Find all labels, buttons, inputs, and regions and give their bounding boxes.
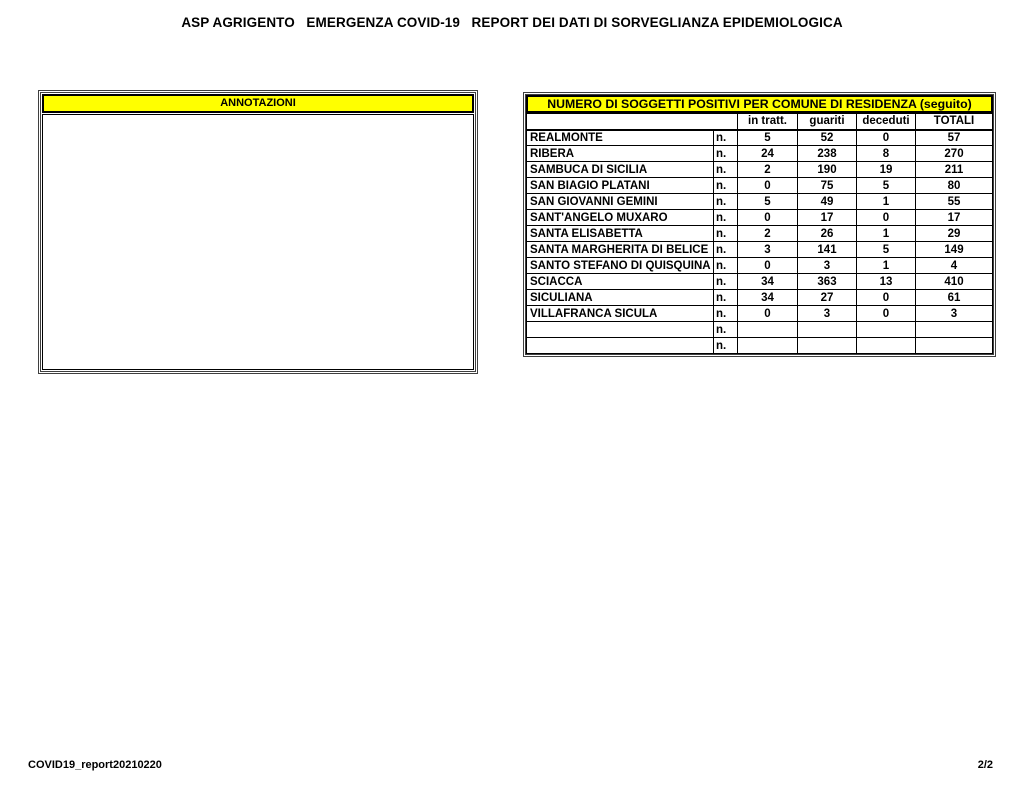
totali-cell <box>916 338 993 354</box>
table-row <box>527 178 993 194</box>
totali-cell: 211 <box>916 162 993 178</box>
unit-cell: n. <box>714 290 738 306</box>
unit-cell: n. <box>714 178 738 194</box>
unit-cell: n. <box>714 130 738 146</box>
deceduti-cell: 1 <box>857 194 916 210</box>
unit-cell: n. <box>714 322 738 338</box>
comune-cell: SAMBUCA DI SICILIA <box>527 162 714 178</box>
guariti-cell: 3 <box>798 258 857 274</box>
table-row <box>527 226 993 242</box>
table-row <box>527 194 993 210</box>
unit-cell: n. <box>714 226 738 242</box>
in-tratt-cell: 34 <box>738 290 798 306</box>
guariti-cell: 75 <box>798 178 857 194</box>
comune-cell: SANTA MARGHERITA DI BELICE <box>527 242 714 258</box>
comune-cell: SANTO STEFANO DI QUISQUINA <box>527 258 714 274</box>
positives-by-comune-table <box>523 92 996 357</box>
table-row <box>527 290 993 306</box>
table-row <box>527 162 993 178</box>
annotations-header: ANNOTAZIONI <box>42 94 474 113</box>
annotations-content-area <box>42 114 474 370</box>
header-in-tratt: in tratt. <box>738 114 798 130</box>
unit-cell: n. <box>714 306 738 322</box>
guariti-cell: 17 <box>798 210 857 226</box>
guariti-cell: 26 <box>798 226 857 242</box>
deceduti-cell: 5 <box>857 242 916 258</box>
unit-cell: n. <box>714 274 738 290</box>
deceduti-cell: 0 <box>857 210 916 226</box>
comune-cell: SICULIANA <box>527 290 714 306</box>
page-number: 2/2 <box>977 759 993 771</box>
page-title: ASP AGRIGENTO EMERGENZA COVID-19 REPORT DEI DATI DI SORVEGLIANZA EPIDEMIOLOGICA <box>181 15 843 30</box>
deceduti-cell: 19 <box>857 162 916 178</box>
deceduti-cell: 0 <box>857 306 916 322</box>
positives-table-grid <box>526 113 993 354</box>
comune-cell <box>527 338 714 354</box>
unit-cell: n. <box>714 338 738 354</box>
totali-cell: 270 <box>916 146 993 162</box>
positives-table-title: NUMERO DI SOGGETTI POSITIVI PER COMUNE DI RESIDENZA (seguito) <box>526 95 993 113</box>
deceduti-cell: 1 <box>857 226 916 242</box>
guariti-cell: 238 <box>798 146 857 162</box>
totali-cell: 149 <box>916 242 993 258</box>
table-row <box>527 130 993 146</box>
guariti-cell: 363 <box>798 274 857 290</box>
comune-cell: SANTA ELISABETTA <box>527 226 714 242</box>
in-tratt-cell: 0 <box>738 306 798 322</box>
header-deceduti: deceduti <box>857 114 916 130</box>
comune-cell: SAN GIOVANNI GEMINI <box>527 194 714 210</box>
deceduti-cell: 13 <box>857 274 916 290</box>
totali-cell: 410 <box>916 274 993 290</box>
in-tratt-cell: 34 <box>738 274 798 290</box>
unit-cell: n. <box>714 146 738 162</box>
unit-cell: n. <box>714 242 738 258</box>
deceduti-cell: 1 <box>857 258 916 274</box>
table-row-empty <box>527 338 993 354</box>
table-row <box>527 242 993 258</box>
header-guariti: guariti <box>798 114 857 130</box>
deceduti-cell <box>857 322 916 338</box>
in-tratt-cell: 0 <box>738 178 798 194</box>
in-tratt-cell: 24 <box>738 146 798 162</box>
comune-cell: SCIACCA <box>527 274 714 290</box>
comune-cell: SANT'ANGELO MUXARO <box>527 210 714 226</box>
in-tratt-cell: 5 <box>738 194 798 210</box>
guariti-cell: 49 <box>798 194 857 210</box>
totali-cell: 61 <box>916 290 993 306</box>
annotations-box <box>38 90 478 374</box>
comune-cell: REALMONTE <box>527 130 714 146</box>
in-tratt-cell: 3 <box>738 242 798 258</box>
unit-cell: n. <box>714 194 738 210</box>
guariti-cell: 52 <box>798 130 857 146</box>
in-tratt-cell <box>738 322 798 338</box>
guariti-cell <box>798 338 857 354</box>
table-row <box>527 306 993 322</box>
table-row <box>527 258 993 274</box>
guariti-cell: 141 <box>798 242 857 258</box>
unit-cell: n. <box>714 210 738 226</box>
unit-cell: n. <box>714 258 738 274</box>
report-filename: COVID19_report20210220 <box>28 759 162 771</box>
deceduti-cell: 0 <box>857 130 916 146</box>
totali-cell: 17 <box>916 210 993 226</box>
table-header-row <box>527 114 993 130</box>
deceduti-cell: 0 <box>857 290 916 306</box>
table-row <box>527 274 993 290</box>
in-tratt-cell <box>738 338 798 354</box>
comune-cell: RIBERA <box>527 146 714 162</box>
totali-cell: 55 <box>916 194 993 210</box>
guariti-cell: 190 <box>798 162 857 178</box>
guariti-cell: 3 <box>798 306 857 322</box>
table-row <box>527 146 993 162</box>
header-blank-cell <box>527 114 738 130</box>
in-tratt-cell: 0 <box>738 258 798 274</box>
in-tratt-cell: 0 <box>738 210 798 226</box>
comune-cell: SAN BIAGIO PLATANI <box>527 178 714 194</box>
totali-cell: 57 <box>916 130 993 146</box>
guariti-cell <box>798 322 857 338</box>
in-tratt-cell: 2 <box>738 162 798 178</box>
totali-cell: 80 <box>916 178 993 194</box>
table-row-empty <box>527 322 993 338</box>
totali-cell: 4 <box>916 258 993 274</box>
totali-cell <box>916 322 993 338</box>
comune-cell: VILLAFRANCA SICULA <box>527 306 714 322</box>
in-tratt-cell: 5 <box>738 130 798 146</box>
header-totali: TOTALI <box>916 114 993 130</box>
totali-cell: 29 <box>916 226 993 242</box>
totali-cell: 3 <box>916 306 993 322</box>
unit-cell: n. <box>714 162 738 178</box>
table-row <box>527 210 993 226</box>
guariti-cell: 27 <box>798 290 857 306</box>
in-tratt-cell: 2 <box>738 226 798 242</box>
deceduti-cell <box>857 338 916 354</box>
deceduti-cell: 5 <box>857 178 916 194</box>
deceduti-cell: 8 <box>857 146 916 162</box>
comune-cell <box>527 322 714 338</box>
